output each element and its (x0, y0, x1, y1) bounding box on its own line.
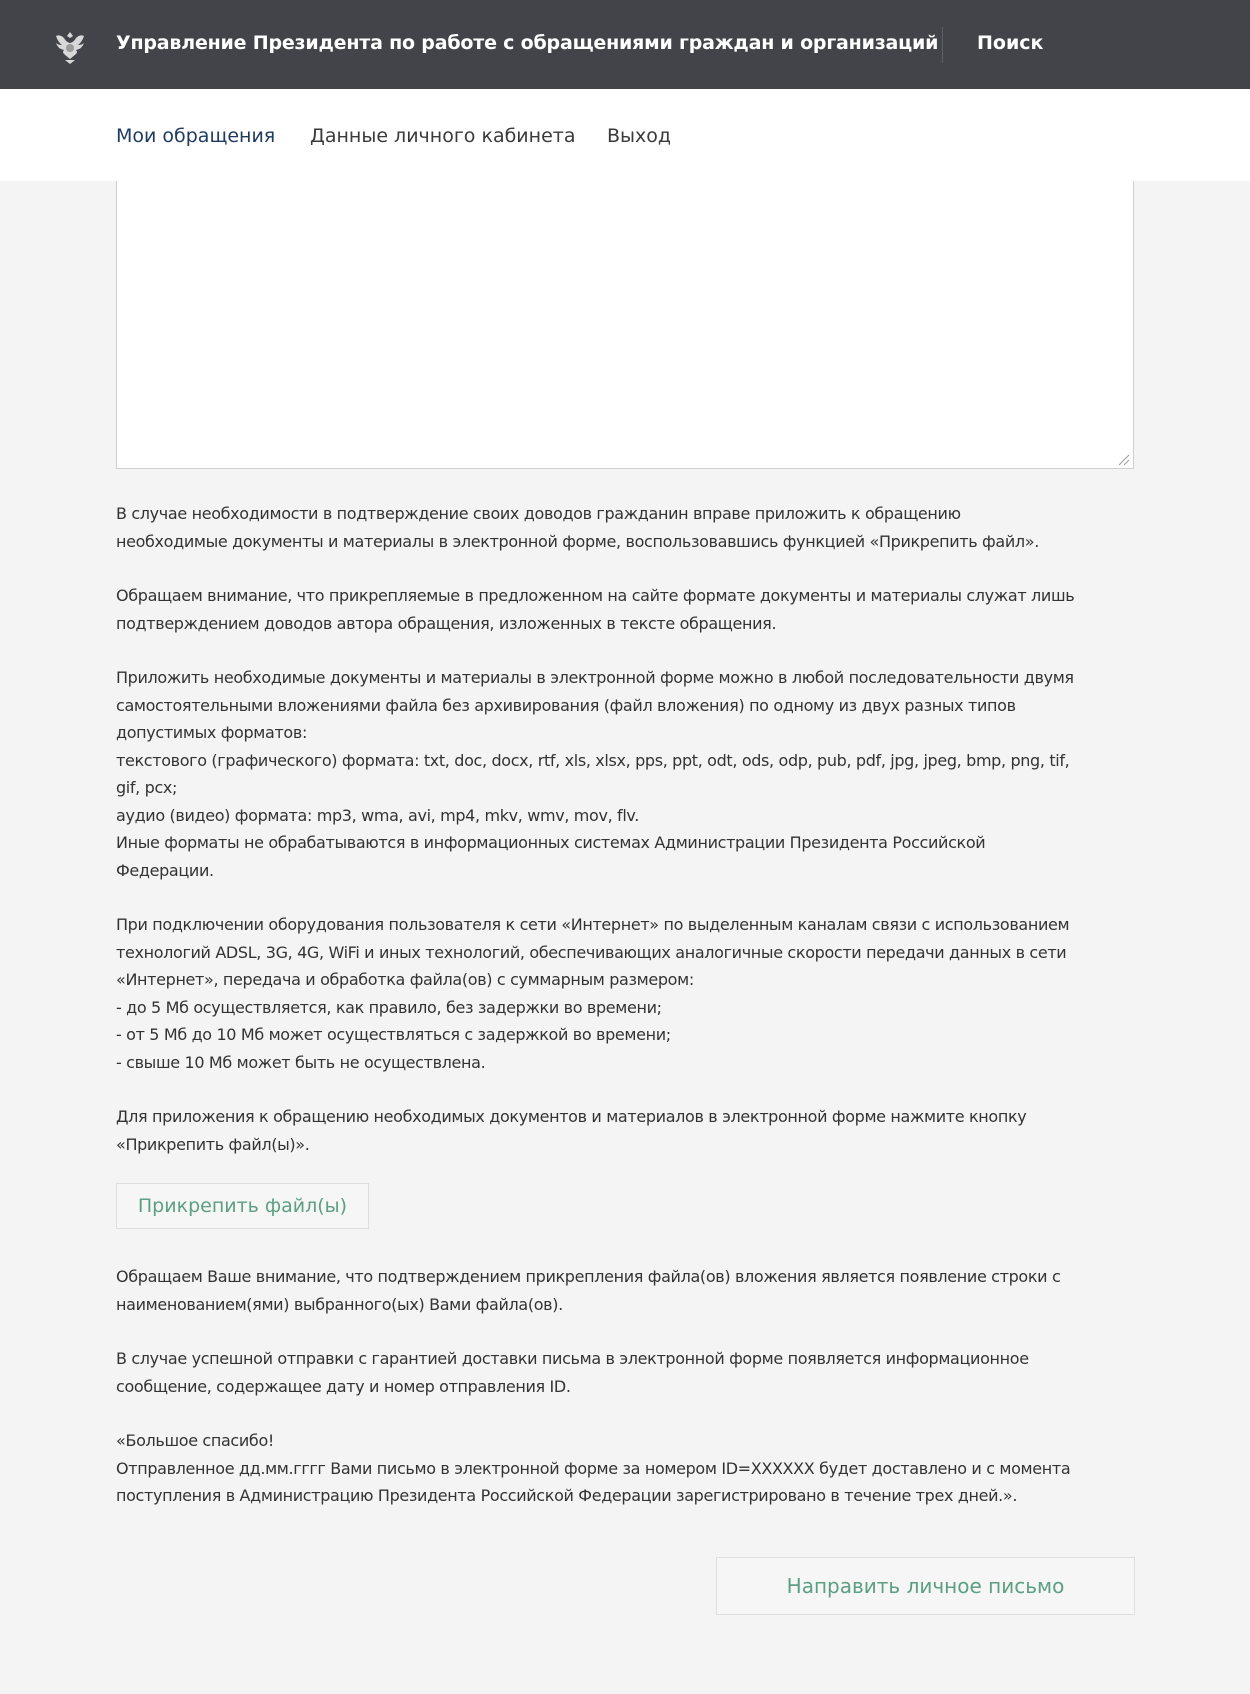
search-link[interactable]: Поиск (977, 32, 1044, 54)
attach-files-button[interactable]: Прикрепить файл(ы) (116, 1183, 369, 1229)
double-headed-eagle-emblem-icon[interactable] (50, 26, 90, 66)
nav-account-data[interactable]: Данные личного кабинета (310, 125, 576, 147)
info-paragraph: «Большое спасибо! Отправленное дд.мм.гггг Вами письмо в электронной форме за номером ID=XXXXXX будет доставлено и с момента поступления в Администрацию Президента Российской Федерации зарегистрировано в течение трех дней.». (116, 1431, 1071, 1505)
nav-logout[interactable]: Выход (607, 125, 672, 147)
nav-my-appeals[interactable]: Мои обращения (116, 125, 276, 147)
info-paragraph: При подключении оборудования пользователя к сети «Интернет» по выделенным каналам связи с использованием технологий ADSL, 3G, 4G, WiFi и иных технологий, обеспечивающих аналогичные скорости передачи данных в сети «Интернет», передача и обработка файла(ов) с суммарным размером: - до 5 Мб осуществляется, как правило, без задержки во времени; - от 5 Мб до 10 Мб может осуществляться с задержкой во времени; - свыше 10 Мб может быть не осуществлена. (116, 915, 1070, 1072)
top-bar (0, 0, 1250, 89)
delivery-info (116, 1263, 1136, 1537)
message-textarea[interactable] (116, 181, 1134, 469)
site-title[interactable]: Управление Президента по работе с обращениями граждан и организаций (116, 32, 939, 54)
send-letter-button[interactable]: Направить личное письмо (716, 1557, 1135, 1615)
info-paragraph: Обращаем внимание, что прикрепляемые в предложенном на сайте формате документы и материалы служат лишь подтверждением доводов автора обращения, изложенных в тексте обращения. (116, 586, 1075, 633)
info-paragraph: В случае необходимости в подтверждение своих доводов гражданин вправе приложить к обращению необходимые документы и материалы в электронной форме, воспользовавшись функцией «Прикрепить файл». (116, 504, 1039, 551)
resize-handle-icon[interactable] (1116, 451, 1130, 465)
info-paragraph: Обращаем Ваше внимание, что подтверждением прикрепления файла(ов) вложения является появление строки с наименованием(ями) выбранного(ых) Вами файла(ов). (116, 1267, 1061, 1314)
info-paragraph: В случае успешной отправки с гарантией доставки письма в электронной форме появляется информационное сообщение, содержащее дату и номер отправления ID. (116, 1349, 1029, 1396)
info-paragraph: Для приложения к обращению необходимых документов и материалов в электронной форме нажмите кнопку «Прикрепить файл(ы)». (116, 1107, 1027, 1154)
attachment-info (116, 500, 1136, 1185)
account-nav (0, 89, 1250, 181)
header-divider (942, 27, 943, 63)
info-paragraph: Приложить необходимые документы и материалы в электронной форме можно в любой последовательности двумя самостоятельными вложениями файла без архивирования (файл вложения) по одному из двух разных типов допустимых форматов: текстового (графического) формата: txt, doc, docx, rtf, xls, xlsx, pps, ppt, odt, ods, odp, pub, pdf, jpg, jpeg, bmp, png, tif, gif, pcx; аудио (видео) формата: mp3, wma, avi, mp4, mkv, wmv, mov, flv. Иные форматы не обрабатываются в информационных системах Администрации Президента Российской Федерации. (116, 668, 1074, 880)
